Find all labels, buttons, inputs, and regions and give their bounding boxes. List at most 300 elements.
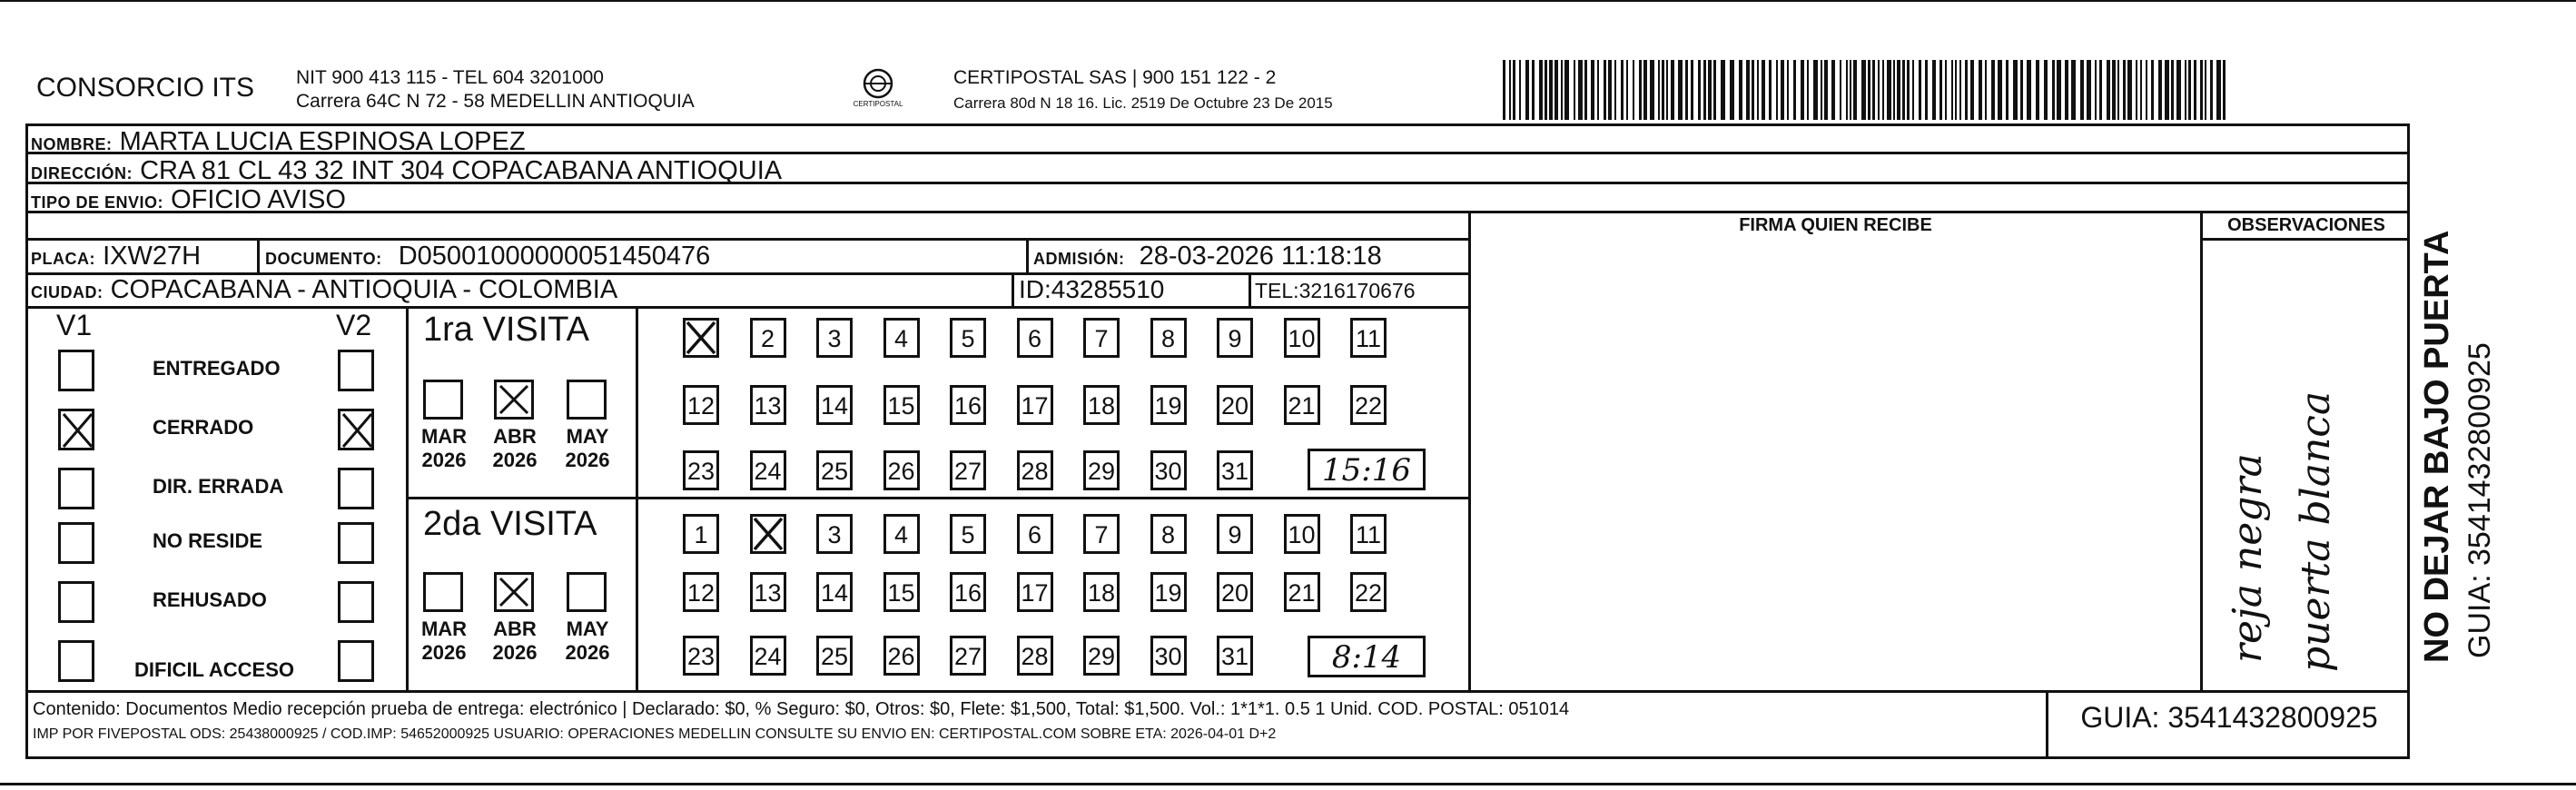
second-visit-time-box	[1308, 636, 1426, 677]
barcode-bar	[1685, 60, 1688, 120]
barcode-bar	[1662, 60, 1664, 120]
barcode-bar	[2052, 60, 2055, 120]
barcode-bar	[2171, 60, 2174, 120]
day-number: 21	[1288, 579, 1316, 607]
day-cell[interactable]	[1217, 318, 1253, 358]
barcode-bar	[1787, 60, 1789, 120]
day-cell[interactable]	[1083, 385, 1120, 425]
barcode-bar	[1776, 60, 1778, 120]
barcode-bar	[1813, 60, 1818, 120]
day-number: 26	[887, 458, 915, 485]
day-number: 17	[1021, 579, 1049, 607]
day-number: 18	[1087, 579, 1116, 607]
barcode-bar	[1639, 60, 1642, 120]
barcode-bar	[2057, 60, 2061, 120]
day-number: 14	[820, 579, 849, 607]
day-number: 29	[1087, 643, 1116, 670]
v1-checkbox[interactable]	[58, 581, 94, 623]
day-number: 16	[953, 392, 982, 420]
day-cell[interactable]	[883, 572, 920, 612]
barcode-bar	[1678, 60, 1683, 120]
barcode-bar	[2200, 60, 2203, 120]
barcode-bar	[2080, 60, 2084, 120]
barcode-bar	[1912, 60, 1914, 120]
barcode-bar	[1621, 60, 1624, 120]
day-number: 31	[1220, 458, 1249, 485]
day-number: 3	[827, 521, 842, 548]
barcode-bar	[1564, 60, 1569, 120]
v2-checkbox[interactable]	[338, 640, 374, 682]
barcode-bar	[1703, 60, 1706, 120]
company-address: Carrera 64C N 72 - 58 MEDELLIN ANTIOQUIA	[296, 91, 695, 112]
barcode-bar	[1882, 60, 1884, 120]
day-cell[interactable]	[1017, 385, 1053, 425]
barcode-bar	[2036, 60, 2039, 120]
certipostal-logo	[854, 65, 903, 114]
barcode-bar	[2188, 60, 2191, 120]
day-cell[interactable]	[683, 572, 719, 612]
barcode-bar	[1519, 60, 1521, 120]
barcode-bar	[1807, 60, 1809, 120]
day-cell[interactable]	[816, 318, 853, 358]
month-label	[558, 617, 617, 665]
barcode-bar	[1584, 60, 1587, 120]
day-cell[interactable]	[883, 636, 920, 676]
barcode-bar	[1919, 60, 1921, 120]
barcode-bar	[1902, 60, 1905, 120]
day-number: 5	[961, 325, 975, 352]
logo-text: CERTIPOSTAL	[853, 100, 903, 108]
barcode-bar	[1626, 60, 1628, 120]
day-number: 16	[953, 579, 982, 607]
month-name: ABR	[493, 617, 537, 640]
barcode-bar	[1539, 60, 1543, 120]
day-cell[interactable]	[950, 318, 986, 358]
v2-checkbox[interactable]	[338, 350, 374, 391]
day-cell[interactable]	[1284, 514, 1320, 554]
day-number: 14	[820, 392, 849, 420]
admision-row	[1033, 242, 1382, 272]
documento-label: DOCUMENTO:	[265, 250, 382, 268]
day-cell[interactable]	[683, 318, 719, 358]
barcode-bar	[1959, 60, 1961, 120]
barcode-bar	[1945, 60, 1947, 120]
tel-value: TEL:3216170676	[1255, 279, 1416, 302]
day-number: 30	[1154, 458, 1182, 485]
day-cell[interactable]	[1350, 514, 1387, 554]
firma-label: FIRMA QUIEN RECIBE	[1739, 215, 1932, 235]
month-name: MAY	[566, 617, 609, 640]
day-cell[interactable]	[1150, 450, 1187, 490]
barcode-bar	[1525, 60, 1529, 120]
ciudad-label: CIUDAD:	[31, 283, 104, 301]
certipostal-address: Carrera 80d N 18 16. Lic. 2519 De Octubre 23 De 2015	[953, 94, 1333, 112]
day-number: 3	[827, 325, 842, 352]
day-cell[interactable]	[750, 572, 786, 612]
barcode-bar	[1840, 60, 1841, 120]
barcode-bar	[1666, 60, 1668, 120]
day-number: 20	[1220, 392, 1249, 420]
month-year: 2026	[565, 449, 610, 471]
barcode-bar	[2112, 60, 2116, 120]
barcode-bar	[1708, 60, 1712, 120]
direccion-row	[31, 156, 782, 186]
barcode-bar	[1549, 60, 1553, 120]
day-number: 20	[1220, 579, 1249, 607]
barcode-bar	[1878, 60, 1880, 120]
day-number: 1	[694, 521, 708, 548]
day-cell[interactable]	[1217, 514, 1253, 554]
side-guia: GUIA: 3541432800925	[2462, 342, 2497, 658]
barcode-bar	[1591, 60, 1594, 120]
month-checkbox[interactable]	[567, 572, 607, 612]
barcode-bar	[2087, 60, 2091, 120]
barcode-bar	[1821, 60, 1822, 120]
day-cell[interactable]	[750, 385, 786, 425]
day-number: 19	[1154, 392, 1182, 420]
day-cell[interactable]	[1083, 318, 1120, 358]
barcode-bar	[2020, 60, 2023, 120]
second-visit-title: 2da VISITA	[423, 505, 597, 543]
day-cell[interactable]	[1150, 636, 1187, 676]
day-cell[interactable]	[750, 636, 786, 676]
month-name: ABR	[493, 425, 537, 448]
barcode-bar	[1769, 60, 1772, 120]
status-label: NO RESIDE	[153, 529, 263, 552]
barcode-bar	[1955, 60, 1957, 120]
barcode-bar	[1801, 60, 1804, 120]
v2-label: V2	[336, 309, 372, 341]
day-cell[interactable]	[950, 636, 986, 676]
day-number: 2	[760, 325, 775, 352]
barcode-bar	[1861, 60, 1866, 120]
observaciones-label: OBSERVACIONES	[2227, 215, 2385, 235]
day-number: 10	[1288, 521, 1316, 548]
day-number: 12	[686, 392, 716, 420]
first-visit-time-box	[1308, 449, 1426, 490]
barcode-bar	[1746, 60, 1750, 120]
barcode-bar	[2127, 60, 2132, 120]
day-cell[interactable]	[750, 450, 786, 490]
day-cell[interactable]	[950, 385, 986, 425]
day-number: 5	[961, 521, 975, 548]
day-cell[interactable]	[883, 318, 920, 358]
day-number: 22	[1354, 579, 1383, 607]
footer-guia: GUIA: 3541432800925	[2080, 701, 2378, 734]
day-number: 17	[1021, 392, 1049, 420]
day-number: 23	[686, 458, 716, 485]
month-name: MAR	[420, 617, 468, 640]
day-cell[interactable]	[1284, 385, 1320, 425]
day-cell[interactable]	[1083, 514, 1120, 554]
barcode-bar	[2071, 60, 2076, 120]
barcode-bar	[1907, 60, 1910, 120]
day-number: 7	[1094, 521, 1109, 548]
day-cell[interactable]	[1217, 450, 1253, 490]
observacion-line-1: reja negra	[2225, 453, 2271, 663]
barcode-bar	[1574, 60, 1575, 120]
month-year: 2026	[421, 641, 467, 664]
month-name: MAR	[420, 425, 468, 448]
day-number: 21	[1288, 392, 1316, 420]
barcode-bar	[1985, 60, 1987, 120]
direccion-label: DIRECCIÓN:	[31, 164, 133, 183]
barcode-bar	[1850, 60, 1851, 120]
month-checkbox[interactable]	[423, 380, 463, 420]
v1-checkbox[interactable]	[58, 640, 94, 682]
day-cell[interactable]	[1017, 450, 1053, 490]
day-number: 23	[686, 643, 716, 670]
barcode-bar	[2146, 60, 2147, 120]
day-number: 25	[820, 643, 849, 670]
day-cell[interactable]	[950, 514, 986, 554]
day-number: 27	[953, 643, 982, 670]
day-number: 6	[1027, 325, 1042, 352]
v1-checkbox[interactable]	[58, 350, 94, 391]
barcode-bar	[2210, 60, 2213, 120]
tipo-value: OFICIO AVISO	[171, 185, 346, 214]
day-number: 19	[1154, 579, 1182, 607]
day-number: 24	[754, 458, 782, 485]
v2-checkbox[interactable]	[338, 522, 374, 564]
id-value: ID:43285510	[1019, 275, 1165, 303]
first-visit-time: 15:16	[1322, 452, 1411, 489]
day-cell[interactable]	[816, 572, 853, 612]
day-cell[interactable]	[816, 636, 853, 676]
day-cell[interactable]	[816, 385, 853, 425]
month-checkbox[interactable]	[494, 572, 534, 612]
barcode-bar	[1757, 60, 1759, 120]
v2-checkbox[interactable]	[338, 409, 374, 450]
day-cell[interactable]	[683, 385, 719, 425]
barcode-bar	[1872, 60, 1875, 120]
v1-checkbox[interactable]	[58, 409, 94, 450]
placa-label: PLACA:	[31, 250, 95, 268]
barcode-bar	[1793, 60, 1796, 120]
barcode-bar	[1658, 60, 1660, 120]
barcode-bar	[1713, 60, 1716, 120]
day-number: 31	[1220, 643, 1249, 670]
barcode-bar	[1925, 60, 1928, 120]
barcode-bar	[1965, 60, 1968, 120]
barcode-bar	[2194, 60, 2196, 120]
barcode-bar	[1608, 60, 1612, 120]
day-number: 13	[754, 579, 782, 607]
barcode-bar	[2065, 60, 2068, 120]
imp-line: IMP POR FIVEPOSTAL ODS: 25438000925 / COD.IMP: 54652000925 USUARIO: OPERACIONES MEDELLIN CONSULTE SU ENVIO EN: CERTIPOSTAL.COM SOBRE ETA: 2026-04-01 D+2	[33, 726, 1277, 742]
top-edge-line	[0, 0, 2576, 2]
barcode-bar	[1762, 60, 1765, 120]
barcode-bar	[1939, 60, 1942, 120]
admision-value: 28-03-2026 11:18:18	[1139, 242, 1382, 271]
day-cell[interactable]	[816, 514, 853, 554]
day-number: 28	[1021, 458, 1049, 485]
placa-value: IXW27H	[103, 242, 202, 271]
barcode-bar	[1781, 60, 1784, 120]
ciudad-value: COPACABANA - ANTIOQUIA - COLOMBIA	[110, 275, 618, 304]
barcode-bar	[1532, 60, 1535, 120]
barcode-bar	[2123, 60, 2126, 120]
day-cell[interactable]	[683, 636, 719, 676]
day-cell[interactable]	[1083, 636, 1120, 676]
day-cell[interactable]	[750, 514, 786, 554]
observacion-line-2: puerta blanca	[2293, 390, 2339, 672]
tipo-label: TIPO DE ENVIO:	[31, 193, 164, 212]
v1-checkbox[interactable]	[58, 522, 94, 564]
day-number: 25	[820, 458, 849, 485]
day-cell[interactable]	[1217, 572, 1253, 612]
day-number: 10	[1288, 325, 1316, 352]
day-number: 22	[1354, 392, 1383, 420]
month-checkbox[interactable]	[423, 572, 463, 612]
barcode-bar	[1545, 60, 1547, 120]
day-cell[interactable]	[1017, 514, 1053, 554]
barcode-bar	[1831, 60, 1835, 120]
second-visit-time: 8:14	[1331, 639, 1402, 676]
status-label: DIFICIL ACCESO	[134, 658, 295, 681]
day-cell[interactable]	[750, 318, 786, 358]
day-number: 13	[754, 392, 782, 420]
day-number: 11	[1355, 521, 1382, 548]
barcode-bar	[1991, 60, 1995, 120]
day-number: 4	[893, 325, 909, 352]
barcode-bar	[1951, 60, 1953, 120]
day-cell[interactable]	[883, 514, 920, 554]
day-cell[interactable]	[950, 450, 986, 490]
barcode-bar	[2013, 60, 2018, 120]
day-number: 18	[1087, 392, 1116, 420]
barcode-bar	[2027, 60, 2031, 120]
barcode-bar	[2158, 60, 2162, 120]
month-name: MAY	[566, 425, 609, 448]
barcode-bar	[1650, 60, 1654, 120]
month-year: 2026	[492, 641, 538, 664]
day-cell[interactable]	[883, 450, 920, 490]
day-cell[interactable]	[1217, 385, 1253, 425]
day-number: 15	[887, 392, 915, 420]
barcode-bar	[1887, 60, 1891, 120]
month-label	[414, 617, 474, 665]
first-visit-title: 1ra VISITA	[423, 311, 590, 349]
day-cell[interactable]	[1150, 514, 1187, 554]
day-cell[interactable]	[1217, 636, 1253, 676]
barcode-bar	[1893, 60, 1895, 120]
barcode-bar	[1739, 60, 1742, 120]
day-number: 26	[887, 643, 915, 670]
ciudad-row	[31, 275, 617, 305]
day-number: 9	[1228, 325, 1242, 352]
day-cell[interactable]	[1284, 318, 1320, 358]
barcode-bar	[2165, 60, 2169, 120]
barcode-bar	[2176, 60, 2181, 120]
day-number: 15	[887, 579, 915, 607]
barcode-bar	[2044, 60, 2048, 120]
barcode-bar	[1897, 60, 1900, 120]
day-cell[interactable]	[1150, 385, 1187, 425]
month-checkbox[interactable]	[494, 380, 534, 420]
day-number: 7	[1094, 325, 1109, 352]
barcode-bar	[2006, 60, 2008, 120]
month-year: 2026	[421, 449, 467, 471]
barcode-bar	[1846, 60, 1848, 120]
barcode-bar	[2216, 60, 2221, 120]
month-label	[414, 425, 474, 472]
barcode-bar	[1730, 60, 1734, 120]
barcode-bar	[2095, 60, 2097, 120]
barcode	[1503, 60, 2229, 120]
barcode-bar	[2107, 60, 2110, 120]
barcode-bar	[1643, 60, 1647, 120]
day-number: 28	[1021, 643, 1049, 670]
day-cell[interactable]	[950, 572, 986, 612]
barcode-bar	[2140, 60, 2142, 120]
v2-checkbox[interactable]	[338, 581, 374, 623]
day-cell[interactable]	[683, 450, 719, 490]
day-cell[interactable]	[1350, 385, 1387, 425]
day-cell[interactable]	[1017, 572, 1053, 612]
v1-checkbox[interactable]	[58, 468, 94, 509]
month-checkbox[interactable]	[567, 380, 607, 420]
barcode-bar	[1752, 60, 1754, 120]
day-cell[interactable]	[1284, 572, 1320, 612]
barcode-bar	[1633, 60, 1634, 120]
barcode-bar	[1578, 60, 1583, 120]
day-cell[interactable]	[1017, 636, 1053, 676]
side-warning: NO DEJAR BAJO PUERTA	[2418, 230, 2456, 663]
day-cell[interactable]	[816, 450, 853, 490]
day-cell[interactable]	[1150, 318, 1187, 358]
tipo-row	[31, 185, 346, 215]
day-cell[interactable]	[683, 514, 719, 554]
placa-row	[31, 242, 201, 272]
status-label: DIR. ERRADA	[153, 475, 284, 498]
barcode-bar	[1561, 60, 1563, 120]
bottom-edge-line	[0, 783, 2576, 785]
month-year: 2026	[565, 641, 610, 664]
barcode-bar	[1824, 60, 1828, 120]
month-label	[485, 617, 545, 665]
day-number: 24	[754, 643, 782, 670]
admision-label: ADMISIÓN:	[1033, 250, 1125, 268]
nombre-row	[31, 127, 526, 157]
day-number: 4	[893, 521, 909, 548]
day-cell[interactable]	[1083, 450, 1120, 490]
day-cell[interactable]	[1017, 318, 1053, 358]
day-number: 8	[1160, 521, 1176, 548]
day-cell[interactable]	[1083, 572, 1120, 612]
day-cell[interactable]	[1150, 572, 1187, 612]
day-cell[interactable]	[883, 385, 920, 425]
barcode-bar	[1932, 60, 1936, 120]
barcode-bar	[2205, 60, 2206, 120]
certipostal-line: CERTIPOSTAL SAS | 900 151 122 - 2	[953, 67, 1277, 88]
day-number: 27	[953, 458, 982, 485]
barcode-bar	[1970, 60, 1974, 120]
nombre-label: NOMBRE:	[31, 135, 113, 153]
barcode-bar	[1509, 60, 1511, 120]
documento-value: D05001000000051450476	[398, 242, 711, 271]
direccion-value: CRA 81 CL 43 32 INT 304 COPACABANA ANTIOQUIA	[140, 156, 783, 185]
day-cell[interactable]	[1350, 318, 1387, 358]
day-number: 8	[1160, 325, 1176, 352]
v1-label: V1	[56, 309, 93, 341]
month-year: 2026	[492, 449, 538, 471]
v2-checkbox[interactable]	[338, 468, 374, 509]
day-number: 11	[1355, 325, 1382, 352]
barcode-bar	[1604, 60, 1606, 120]
day-cell[interactable]	[1350, 572, 1387, 612]
day-number: 6	[1027, 521, 1042, 548]
